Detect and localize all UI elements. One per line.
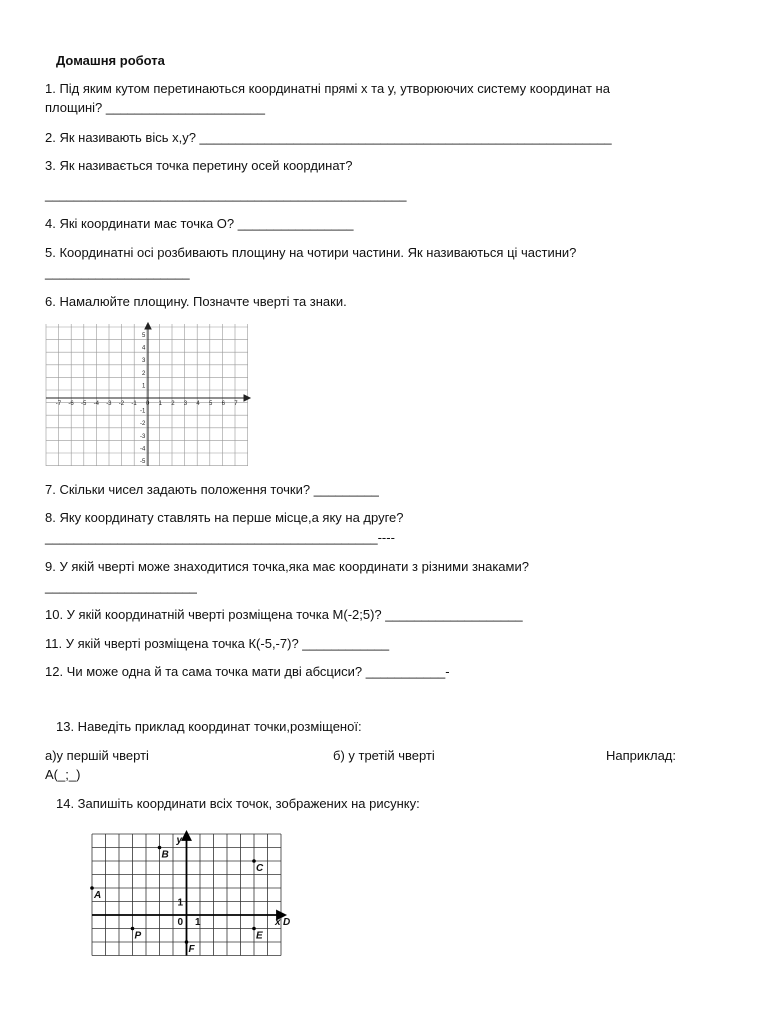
question-1: 1. Під яким кутом перетинаються координатні прямі х та у, утворюючих систему координат на [45,81,610,96]
question-9-answer: _____________________ [45,579,197,594]
grid1-x-tick-label: -6 [68,401,74,407]
grid1-x-tick-label: -1 [131,401,137,407]
grid2-y-arrow [183,832,191,840]
question-10: 10. У якій координатній чверті розміщена точка М(-2;5)? ___________________ [45,607,523,622]
point-a-label: A [94,890,102,901]
grid1-y-tick-label: -1 [140,408,146,415]
grid2-origin-label: 0 [177,917,184,928]
grid2-unit-x-label: 1 [195,917,201,928]
page-title: Домашня робота [56,53,165,68]
grid1-y-tick-label: 1 [142,383,146,390]
question-11: 11. У якій чверті розміщена точка К(-5,-7)? ____________ [45,636,390,651]
grid1-x-tick-label: 5 [209,401,213,407]
point-p-marker [131,927,135,931]
grid1-x-tick-label: -4 [93,401,99,407]
point-c-marker [252,859,256,863]
grid1-x-tick-label: 0 [146,401,150,407]
grid1-x-tick-label: -3 [106,401,112,407]
grid1-x-tick-label: 7 [234,401,238,407]
points-coordinate-grid [88,830,291,966]
grid2-axis-x-label: x [275,917,281,928]
question-13-a: а)у першій чверті [45,748,149,763]
question-2: 2. Як називають вісь х,у? _________________________________________________________ [45,130,612,145]
point-b-label: B [161,849,169,861]
grid1-x-tick-label: 2 [171,401,175,407]
point-d-label: D [283,917,291,928]
grid1-y-arrow [145,323,151,329]
grid1-x-tick-label: 6 [221,401,225,407]
question-4: 4. Які координати має точка О? ________________ [45,216,354,231]
question-8: 8. Яку координату ставлять на перше місце,а яку на друге? [45,510,404,525]
question-1-answer: площині? ______________________ [45,100,265,115]
grid2-axis-y-label: y [176,835,183,846]
question-7: 7. Скільки чисел задають положення точки? _________ [45,482,379,497]
grid1-x-tick-label: 3 [183,401,188,407]
question-5: 5. Координатні осі розбивають площину на чотири частини. Як називаються ці частини? [45,245,577,260]
question-8-answer: ______________________________________________---- [45,530,395,545]
point-c-label: C [256,863,264,874]
grid1-y-tick-label: 2 [142,370,146,377]
question-13-example-value: А(_;_) [45,767,81,782]
point-e-label: E [256,930,263,942]
grid1-x-tick-label: -5 [81,401,87,407]
grid1-y-tick-label: 4 [142,345,146,352]
grid1-y-tick-label: -5 [140,459,146,465]
point-p-label: P [134,930,142,942]
grid1-y-tick-label: 3 [142,358,146,365]
point-f-marker [185,940,189,944]
grid1-y-tick-label: -2 [140,421,146,428]
point-e-marker [252,927,256,931]
question-13-example: Наприклад: [606,748,676,763]
point-b-marker [158,846,162,850]
grid1-x-tick-label: -7 [55,401,62,407]
question-9: 9. У якій чверті може знаходитися точка,яка має координати з різними знаками? [45,559,529,574]
grid1-x-tick-label: 4 [196,401,200,407]
point-f-label: F [188,944,195,955]
grid1-x-tick-label: -2 [118,401,125,407]
question-13: 13. Наведіть приклад координат точки,розміщеної: [56,719,362,734]
grid1-y-tick-label: 5 [142,333,146,339]
question-6: 6. Намалюйте площину. Позначте чверті та знаки. [45,294,347,309]
grid1-y-tick-label: -4 [140,446,146,453]
question-12: 12. Чи може одна й та сама точка мати дві абсциси? ___________- [45,664,450,679]
point-d-marker [279,913,283,917]
grid2-unit-y-label: 1 [177,897,184,909]
grid1-x-arrow [244,395,250,401]
question-3-answer: __________________________________________________ [45,187,407,202]
coordinate-plane-grid [44,322,250,468]
grid1-x-tick-label: 1 [158,401,162,407]
question-13-b: б) у третій чверті [333,748,435,763]
grid1-y-tick-label: -3 [140,433,146,440]
question-5-answer: ____________________ [45,265,190,280]
question-3: 3. Як називається точка перетину осей координат? [45,158,353,173]
question-14: 14. Запишіть координати всіх точок, зображених на рисунку: [56,796,420,811]
point-a-marker [90,886,94,890]
